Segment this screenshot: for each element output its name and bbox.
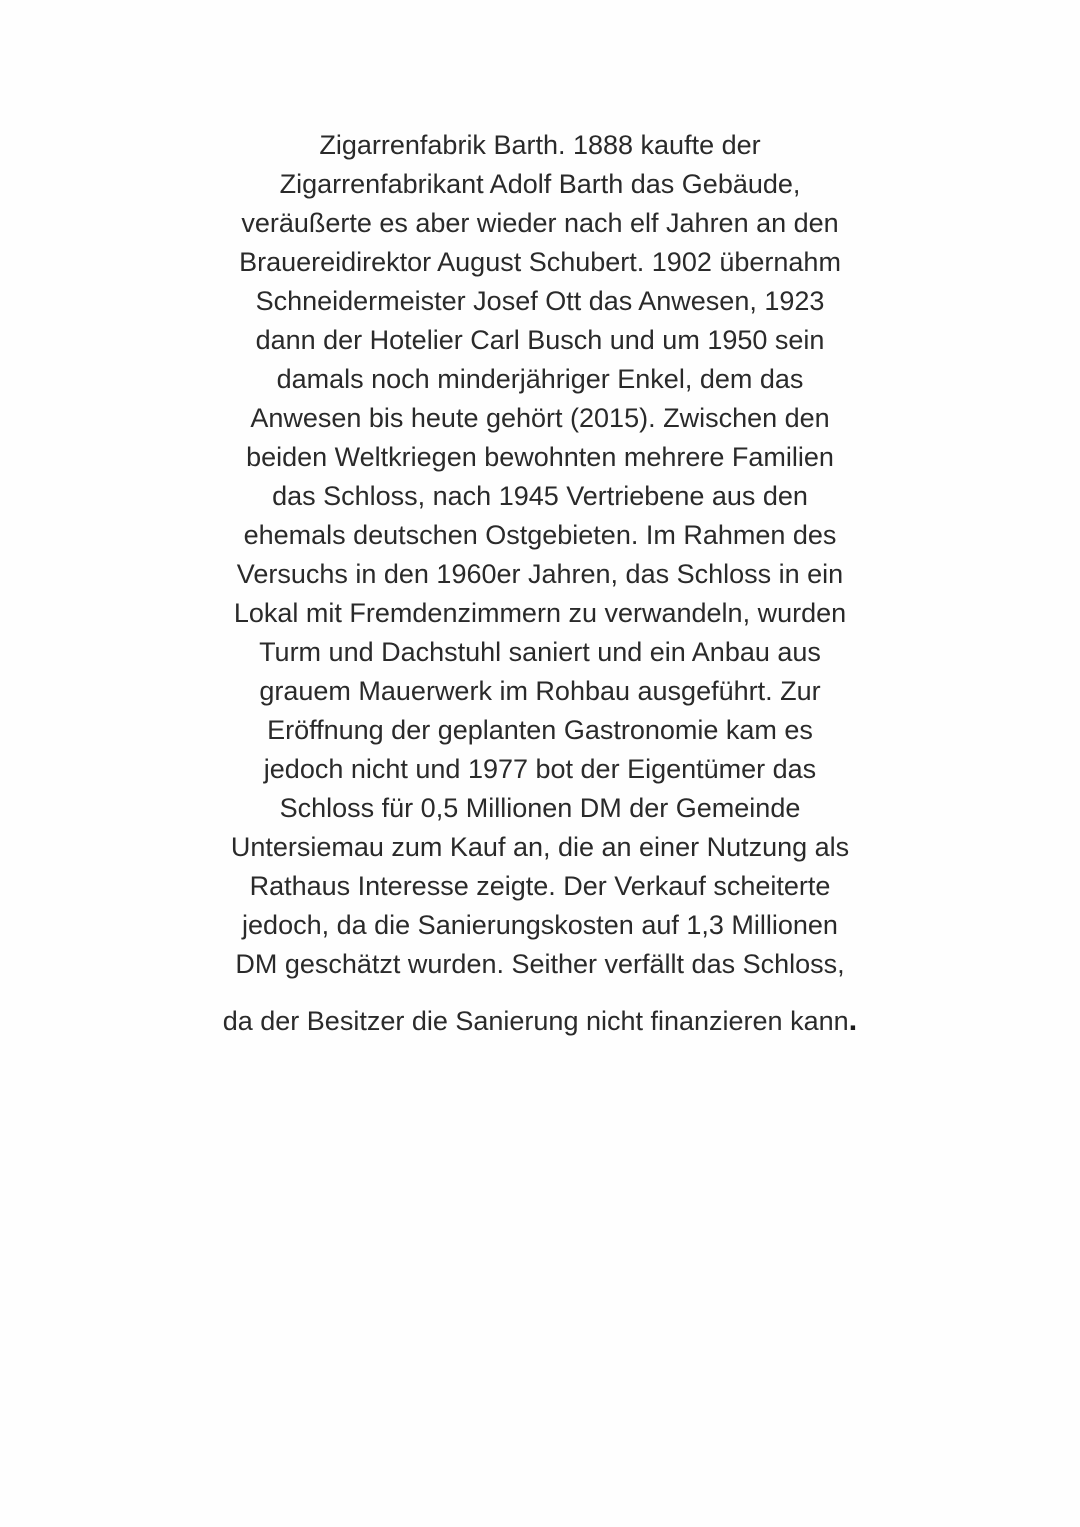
text-line: Rathaus Interesse zeigte. Der Verkauf scheiterte <box>249 871 831 901</box>
text-line: Brauereidirektor August Schubert. 1902 übernahm <box>239 247 841 277</box>
text-line: Versuchs in den 1960er Jahren, das Schloss in ein <box>236 559 844 589</box>
body-paragraph <box>150 126 930 1041</box>
text-line: Turm und Dachstuhl saniert und ein Anbau aus <box>259 637 821 667</box>
text-line: ehemals deutschen Ostgebieten. Im Rahmen des <box>243 520 837 550</box>
text-line: Schloss für 0,5 Millionen DM der Gemeinde <box>279 793 801 823</box>
final-period: . <box>848 1002 858 1037</box>
text-line: damals noch minderjähriger Enkel, dem das <box>276 364 804 394</box>
text-line: grauem Mauerwerk im Rohbau ausgeführt. Zur <box>259 676 821 706</box>
text-line: Zigarrenfabrikant Adolf Barth das Gebäude, <box>279 169 801 199</box>
text-line: jedoch, da die Sanierungskosten auf 1,3 Millionen <box>242 910 838 940</box>
text-line: Eröffnung der geplanten Gastronomie kam es <box>267 715 813 745</box>
text-line: veräußerte es aber wieder nach elf Jahren an den <box>241 208 839 238</box>
text-line: jedoch nicht und 1977 bot der Eigentümer das <box>263 754 817 784</box>
text-line: DM geschätzt wurden. Seither verfällt das Schloss, <box>235 949 845 979</box>
final-line-text: da der Besitzer die Sanierung nicht finanzieren kann <box>222 1006 849 1036</box>
text-line: Untersiemau zum Kauf an, die an einer Nutzung als <box>230 832 850 862</box>
text-line: Schneidermeister Josef Ott das Anwesen, 1923 <box>255 286 825 316</box>
text-line: dann der Hotelier Carl Busch und um 1950 sein <box>255 325 825 355</box>
text-line: beiden Weltkriegen bewohnten mehrere Familien <box>246 442 834 472</box>
text-line: Zigarrenfabrik Barth. 1888 kaufte der <box>319 130 761 160</box>
text-line: Anwesen bis heute gehört (2015). Zwischen den <box>250 403 830 433</box>
final-text-line <box>150 1000 930 1041</box>
text-line: das Schloss, nach 1945 Vertriebene aus den <box>272 481 808 511</box>
text-line: Lokal mit Fremdenzimmern zu verwandeln, wurden <box>233 598 847 628</box>
